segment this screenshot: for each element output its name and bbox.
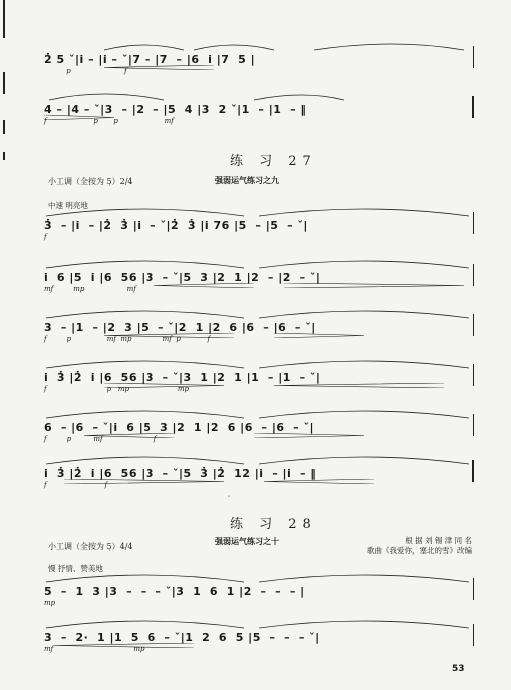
tempo-marking: 慢 抒情、赞美地 xyxy=(48,564,103,573)
margin-mark xyxy=(3,0,5,38)
dynamics-text: f p p mf xyxy=(44,117,174,125)
notation-text: 3 – 2· 1 |1 5 6 – ˇ|1 2 6 5 |5 – – – ˇ| xyxy=(44,631,320,644)
diminuendo-mark xyxy=(64,479,224,484)
barline xyxy=(473,264,474,286)
diminuendo-mark xyxy=(104,383,224,388)
crescendo-mark xyxy=(104,333,234,338)
staff-row xyxy=(44,452,474,489)
slur-mark xyxy=(44,204,474,218)
notation-text: i̇ 3̇ |2̇ i̇ |6 56 |3 – ˇ|3 1 |2 1 |1 – |1 – ˇ| xyxy=(44,371,321,384)
crescendo-mark xyxy=(54,643,194,648)
diminuendo-mark xyxy=(284,283,464,288)
barline xyxy=(473,364,474,386)
dynamics-text: f f xyxy=(44,481,108,489)
barline xyxy=(473,578,474,600)
page-number: 53 xyxy=(452,664,465,674)
slur-mark xyxy=(44,570,474,584)
diminuendo-mark xyxy=(274,333,364,338)
diminuendo-mark xyxy=(254,433,364,438)
dynamics-text: f xyxy=(44,233,47,241)
exercise-subtitle: 强弱运气练习之九 xyxy=(215,176,279,185)
final-barline xyxy=(472,460,474,482)
slur-mark xyxy=(44,616,474,630)
barline xyxy=(473,624,474,646)
key-signature: 小工调（全按为 5̣）2/4 xyxy=(48,177,133,186)
exercise-subtitle: 强弱运气练习之十 xyxy=(215,537,279,546)
slur-mark xyxy=(44,356,474,370)
crescendo-mark xyxy=(84,433,174,438)
crescendo-mark xyxy=(104,65,214,70)
crescendo-mark xyxy=(264,479,374,484)
notation-text: 3 – |1 – |2 3 |5 – ˇ|2 1 |2 6 |6 – |6 – ˇ| xyxy=(44,321,316,334)
staff-row xyxy=(44,306,474,343)
notation-text: 2̇ 5 ˇ|i̇ – |i̇ – ˇ|7 – |7 – |6 i̇ |7 5 | xyxy=(44,53,256,66)
margin-mark xyxy=(3,152,5,160)
credit-line: 根 据 刘 锡 津 同 名 xyxy=(405,536,472,545)
dynamics-text: p f xyxy=(44,67,127,75)
dynamics-text: mf mp xyxy=(44,645,145,653)
notation-text: 4 – |4 – ˇ|3 – |2 – |5 4 |3 2 ˇ|1 – |1 – ‖ xyxy=(44,103,307,116)
final-barline xyxy=(472,96,474,118)
slur-mark xyxy=(44,88,474,102)
slur-mark xyxy=(44,406,474,420)
crescendo-mark xyxy=(154,283,254,288)
tempo-marking: 中速 明亮地 xyxy=(48,201,88,210)
barline xyxy=(473,46,474,68)
slur-mark xyxy=(44,256,474,270)
exercise-title: 练 习 28 xyxy=(230,517,317,532)
slur-mark xyxy=(44,306,474,320)
arrangement-credit xyxy=(330,536,472,556)
dynamics-text: mp xyxy=(44,599,56,607)
notation-text: 3̇ – |i̇ – |2̇ 3̇ |i̇ – ˇ|2̇ 3̇ |i̇ 76 |5 – |5 – ˇ| xyxy=(44,219,308,232)
crescendo-mark xyxy=(274,383,444,388)
staff-row xyxy=(44,256,474,293)
notation-text: i̇ 6 |5 i̇ |6 56 |3 – ˇ|5 3 |2 1 |2 – |2 – ˇ| xyxy=(44,271,321,284)
slur-mark xyxy=(44,452,474,466)
staff-row xyxy=(44,204,474,241)
exercise-title: 练 习 27 xyxy=(230,154,317,169)
credit-line: 歌曲《我爱你，塞北的雪》改编 xyxy=(367,546,472,555)
staff-row xyxy=(44,356,474,393)
key-signature: 小工调（全按为 5̣）4/4 xyxy=(48,542,133,551)
diminuendo-mark xyxy=(44,115,114,120)
margin-mark xyxy=(3,120,5,134)
notation-text: i̇ 3̇ |2̇ i̇ |6 56 |3 – ˇ|5 3̇ |2̇ 12 |i̇ – |i̇ – ‖ xyxy=(44,467,317,480)
dynamics-text: f p mf mp mf p f xyxy=(44,335,211,343)
staff-row xyxy=(44,38,474,75)
barline xyxy=(473,212,474,234)
dynamics-text: f p mf f xyxy=(44,435,157,443)
barline xyxy=(473,414,474,436)
staff-row xyxy=(44,406,474,443)
staff-row xyxy=(44,570,474,607)
staff-row xyxy=(44,88,474,125)
margin-mark xyxy=(3,72,5,94)
barline xyxy=(473,314,474,336)
print-speck: ˌ xyxy=(228,490,230,498)
notation-text: 5 – 1 3 |3 – – – ˇ|3 1 6 1 |2 – – – | xyxy=(44,585,305,598)
dynamics-text: f p mp mp xyxy=(44,385,190,393)
slur-mark xyxy=(44,38,474,52)
notation-text: 6 – |6 – ˇ|i̇ 6 |5 3 |2 1 |2 6 |6 – |6 – ˇ| xyxy=(44,421,315,434)
staff-row xyxy=(44,616,474,653)
dynamics-text: mf mp mf xyxy=(44,285,136,293)
